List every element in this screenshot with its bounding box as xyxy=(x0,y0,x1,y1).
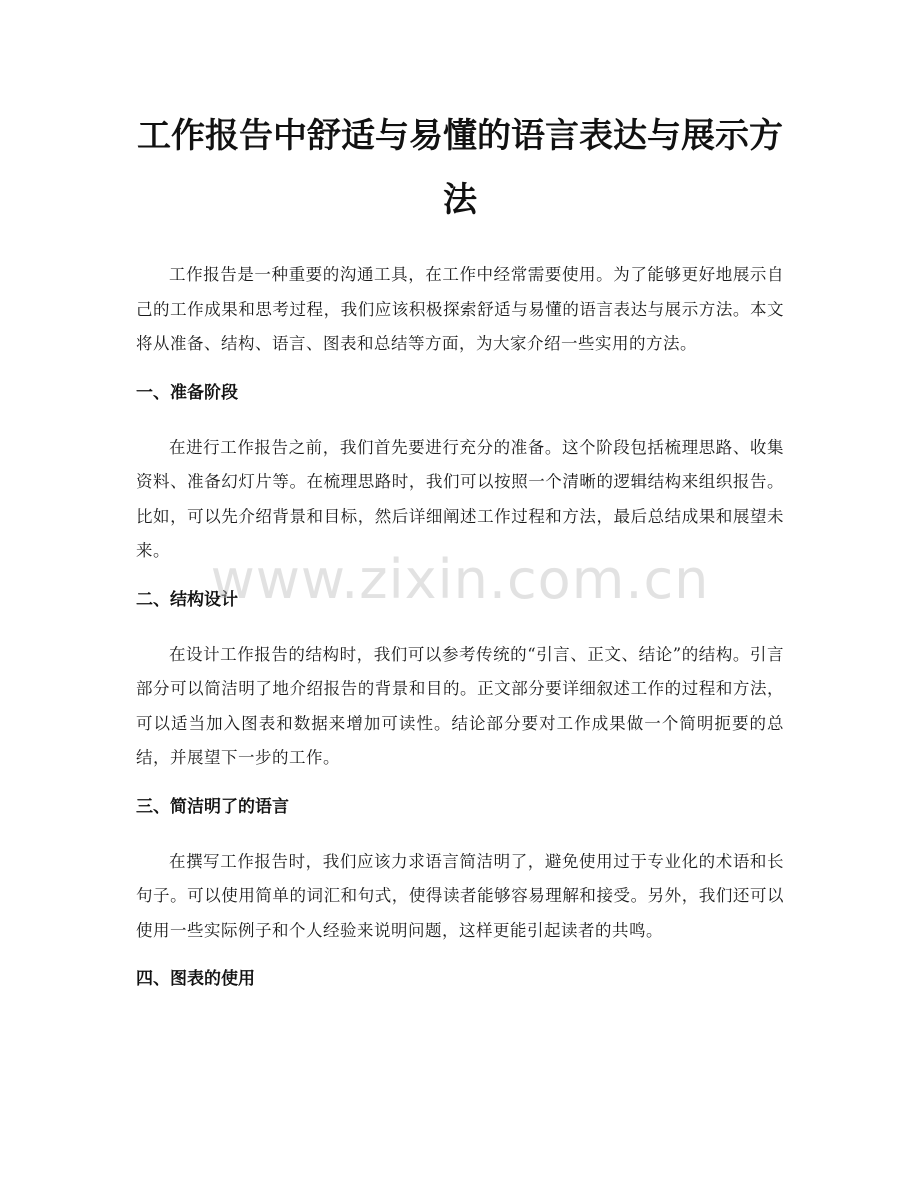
document-title: 工作报告中舒适与易懂的语言表达与展示方法 xyxy=(137,116,783,220)
section-body-language: 在撰写工作报告时，我们应该力求语言简洁明了，避免使用过于专业化的术语和长句子。可以使用简单的词汇和句式，使得读者能够容易理解和接受。另外，我们还可以使用一些实际例子和个人经验来说明问题，这样更能引起读者的共鸣。 xyxy=(136,851,784,940)
section-heading-structure: 二、结构设计 xyxy=(136,589,238,610)
section-heading-preparation: 一、准备阶段 xyxy=(136,382,238,403)
section-heading-charts: 四、图表的使用 xyxy=(136,969,255,989)
section-body-preparation: 在进行工作报告之前，我们首先要进行充分的准备。这个阶段包括梳理思路、收集资料、准备幻灯片等。在梳理思路时，我们可以按照一个清晰的逻辑结构来组织报告。比如，可以先介绍背景和目标，然后详细阐述工作过程和方法，最后总结成果和展望未来。 xyxy=(136,437,784,560)
watermark: www.zixin.com.cn xyxy=(210,548,710,611)
intro-paragraph: 工作报告是一种重要的沟通工具，在工作中经常需要使用。为了能够更好地展示自己的工作成果和思考过程，我们应该积极探索舒适与易懂的语言表达与展示方法。本文将从准备、结构、语言、图表和总结等方面，为大家介绍一些实用的方法。 xyxy=(136,265,784,353)
section-body-structure: 在设计工作报告的结构时，我们可以参考传统的“引言、正文、结论”的结构。引言部分可以简洁明了地介绍报告的背景和目的。正文部分要详细叙述工作的过程和方法，可以适当加入图表和数据来增加可读性。结论部分要对工作成果做一个简明扼要的总结，并展望下一步的工作。 xyxy=(136,644,784,767)
section-heading-language: 三、简洁明了的语言 xyxy=(136,796,289,817)
